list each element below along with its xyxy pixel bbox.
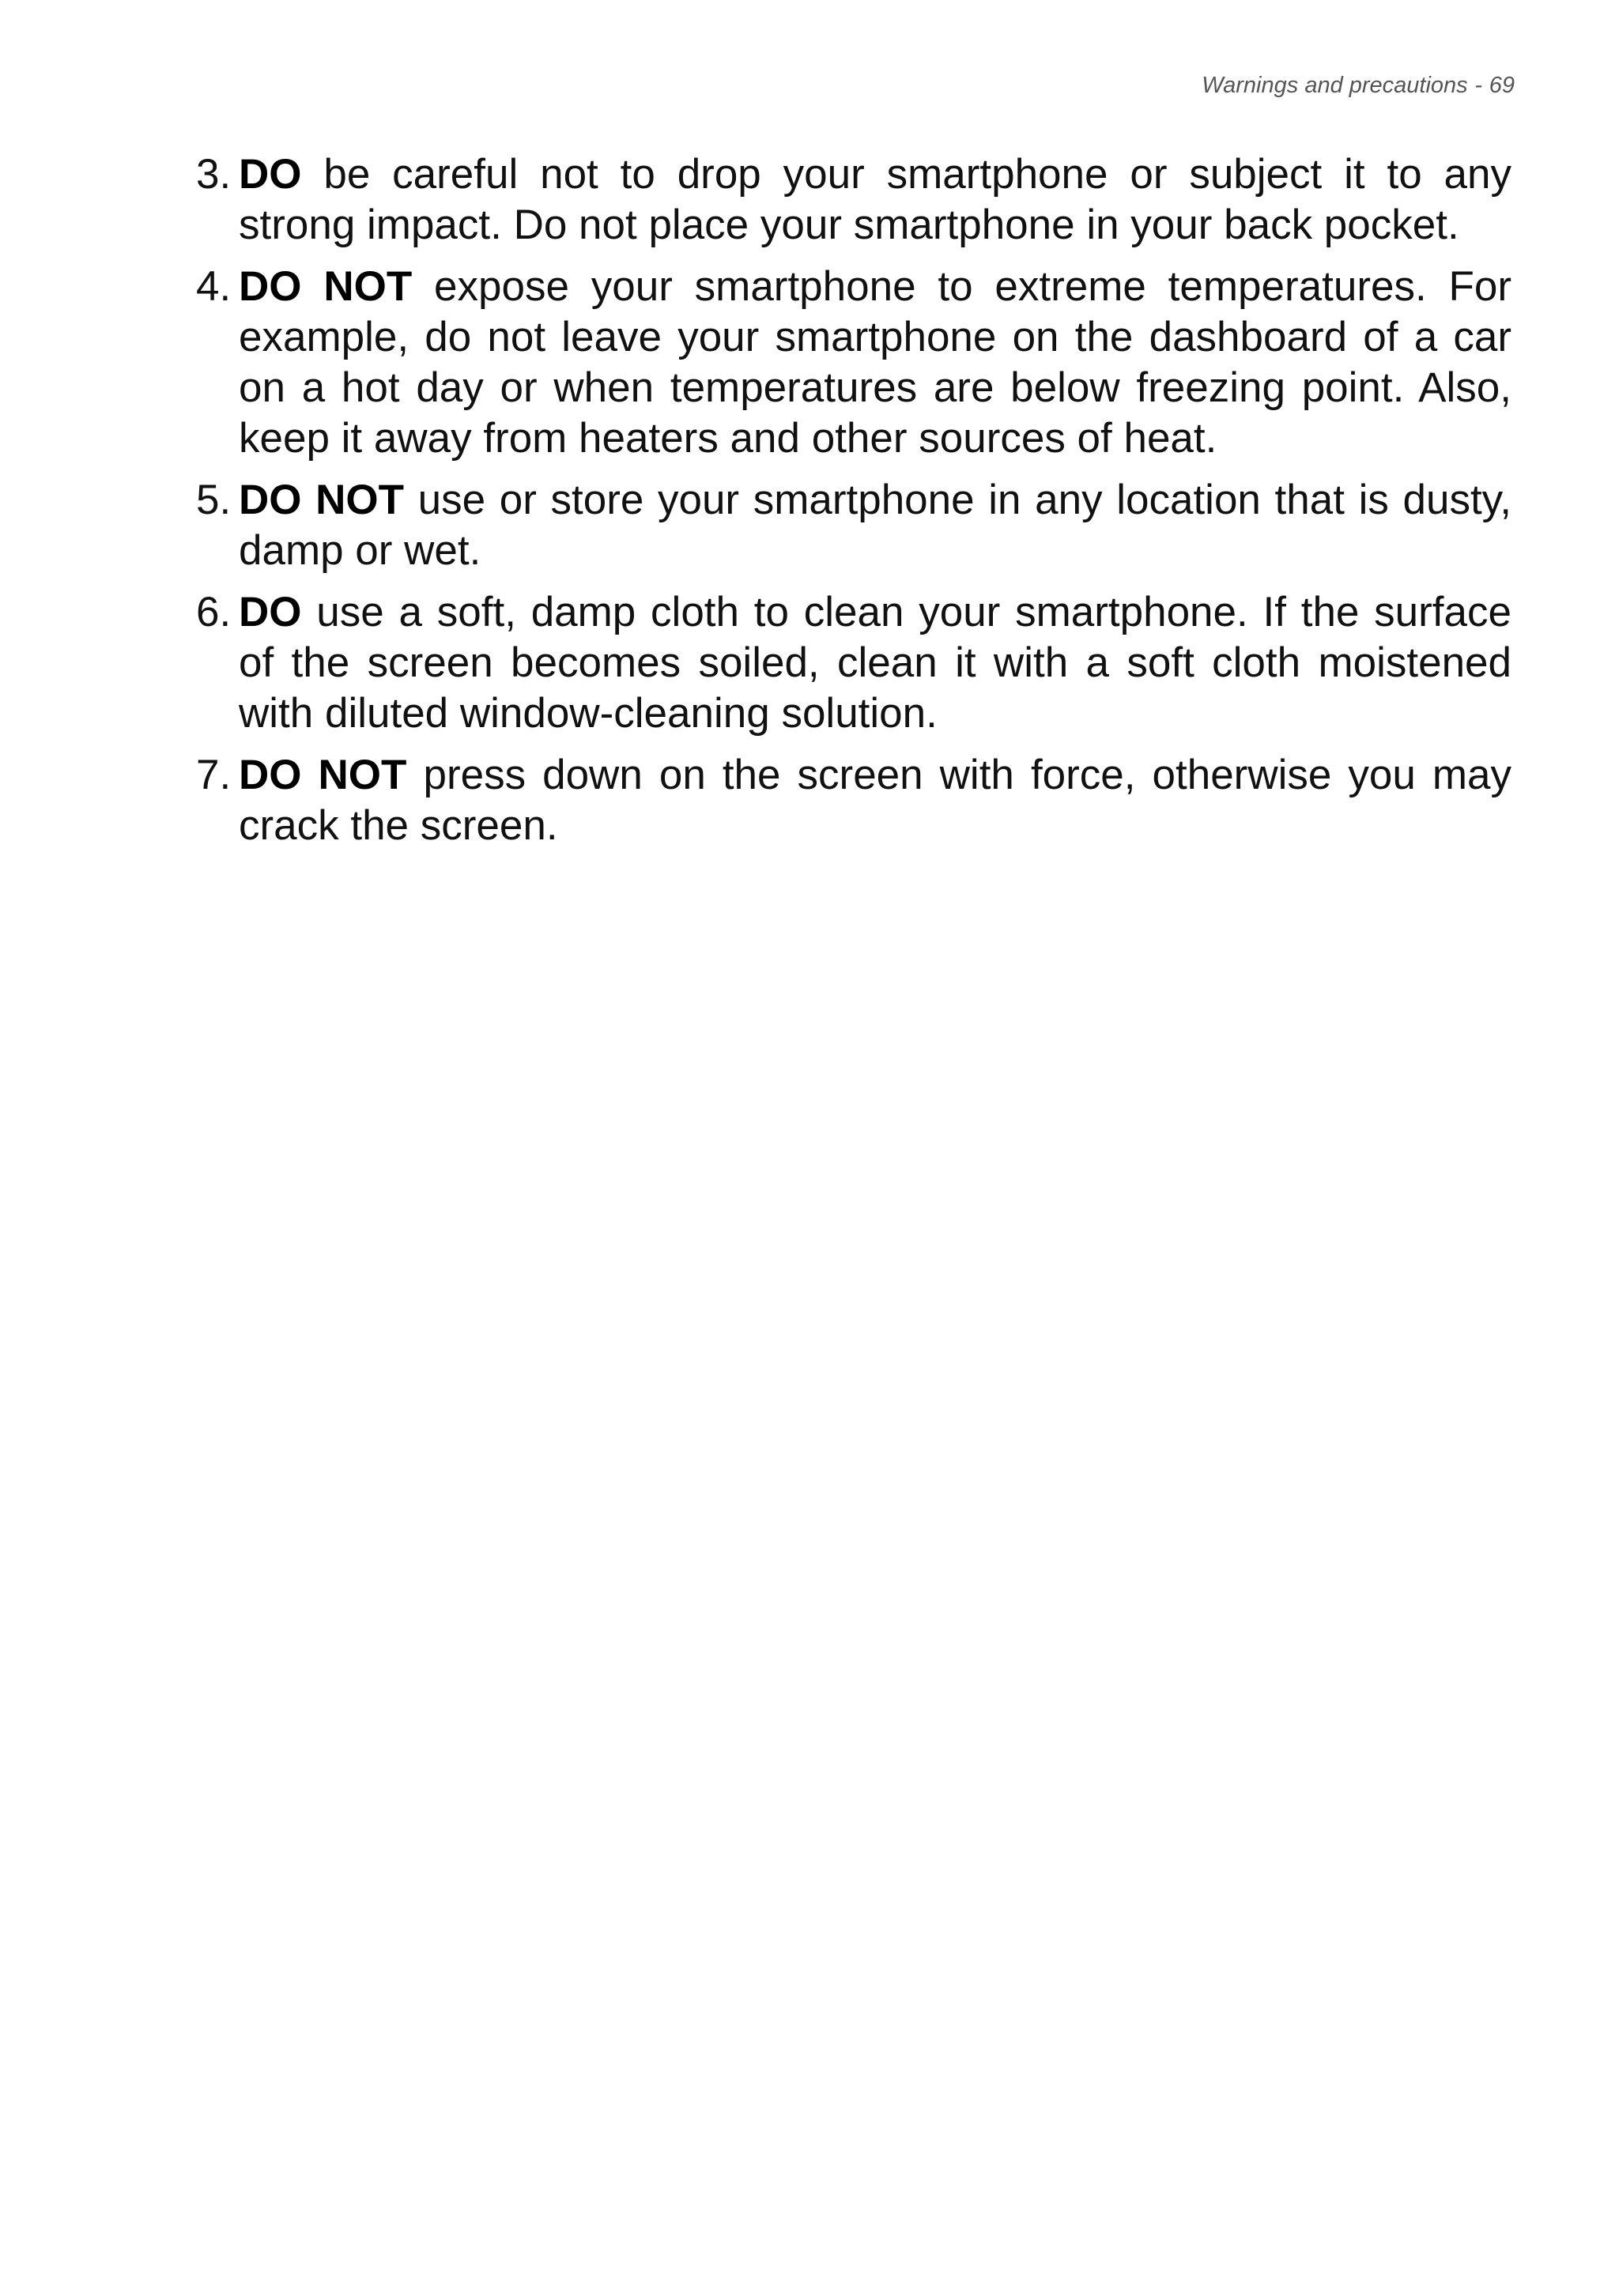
header-separator: -: [1474, 73, 1483, 98]
item-number: 3.: [196, 151, 232, 198]
page-number: 69: [1489, 73, 1515, 98]
item-number: 5.: [196, 477, 232, 523]
precautions-list: [196, 149, 1511, 851]
item-keyword: DO NOT: [239, 752, 407, 798]
item-text: press down on the screen with force, otherwise you may crack the screen.: [239, 752, 1512, 849]
list-item: [196, 149, 1511, 251]
running-header: [1202, 73, 1515, 99]
item-keyword: DO: [239, 151, 302, 198]
item-keyword: DO: [239, 589, 302, 635]
list-item: [196, 262, 1511, 464]
item-text: use a soft, damp cloth to clean your smartphone. If the surface of the screen becomes soiled, clean it with a soft cloth moistened with diluted window-cleaning solution.: [239, 589, 1511, 737]
list-item: [196, 750, 1511, 851]
page-body: [196, 149, 1511, 862]
item-text: expose your smartphone to extreme temperatures. For example, do not leave your smartphone on the dashboard of a car on a hot day or when temperatures are below freezing point. Also, keep it away from heaters and other sources of heat.: [239, 263, 1511, 462]
item-keyword: DO NOT: [239, 477, 405, 523]
list-item: [196, 475, 1511, 576]
section-title: Warnings and precautions: [1202, 73, 1468, 98]
item-number: 7.: [196, 752, 232, 798]
item-number: 4.: [196, 263, 232, 310]
item-text: be careful not to drop your smartphone or subject it to any strong impact. Do not place your smartphone in your back pocket.: [239, 151, 1511, 248]
list-item: [196, 587, 1511, 739]
item-keyword: DO NOT: [239, 263, 413, 310]
item-number: 6.: [196, 589, 232, 635]
item-text: use or store your smartphone in any location that is dusty, damp or wet.: [239, 477, 1511, 574]
